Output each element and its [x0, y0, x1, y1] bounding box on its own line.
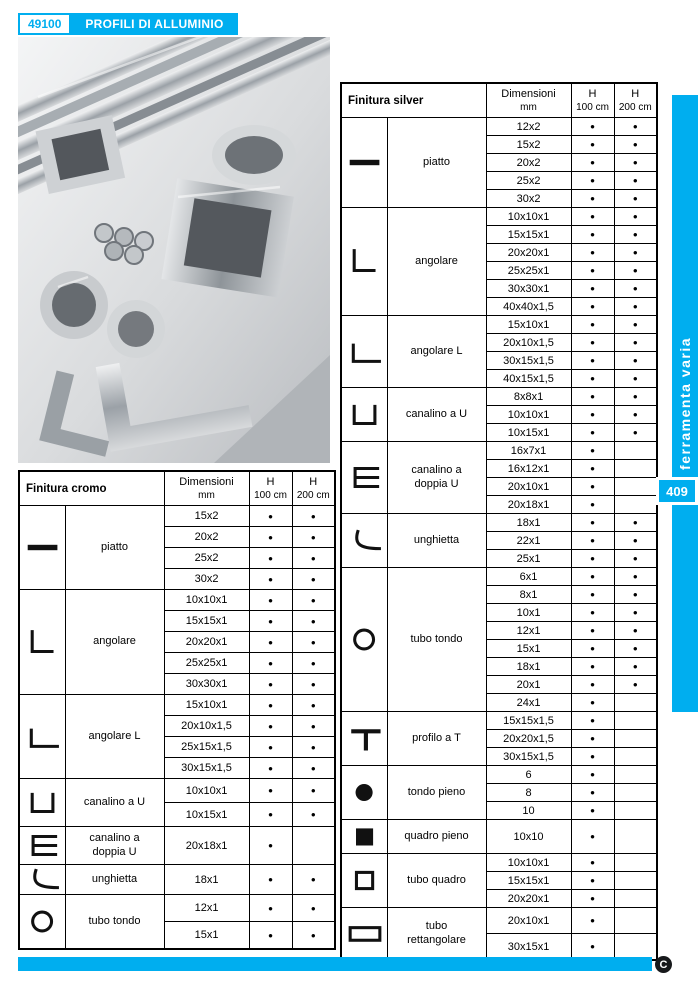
h100-availability: •: [249, 548, 292, 569]
h100-availability: •: [571, 748, 614, 766]
h100-availability: •: [571, 908, 614, 934]
dimension-value: 20x10x1: [486, 478, 571, 496]
h200-availability: •: [292, 611, 335, 632]
product-photo: [18, 37, 330, 463]
table-row: [19, 895, 335, 922]
h200-availability: •: [614, 370, 657, 388]
category-code: 49100: [18, 13, 71, 35]
h200-availability: •: [292, 895, 335, 922]
col-dimensioni: Dimensioni mm: [486, 83, 571, 118]
dimension-value: 20x20x1: [486, 890, 571, 908]
dimension-value: 25x1: [486, 550, 571, 568]
table-row: [341, 388, 657, 406]
h100-availability: •: [571, 694, 614, 712]
col-h-200: H 200 cm: [292, 471, 335, 506]
h200-availability: •: [292, 569, 335, 590]
h100-availability: •: [249, 653, 292, 674]
page-number-badge: 409: [656, 477, 698, 505]
profile-label: unghietta: [65, 865, 164, 895]
dimension-value: 25x25x1: [164, 653, 249, 674]
page-title: PROFILI DI ALLUMINIO: [71, 13, 237, 35]
piatto-icon: [19, 506, 65, 590]
dimension-value: 12x1: [486, 622, 571, 640]
profile-label: tubo tondo: [387, 568, 486, 712]
dimension-value: 40x15x1,5: [486, 370, 571, 388]
h100-availability: •: [249, 779, 292, 803]
dimension-value: 15x15x1,5: [486, 712, 571, 730]
dimension-value: 12x2: [486, 118, 571, 136]
profile-label: unghietta: [387, 514, 486, 568]
dimension-value: 10x10x1: [486, 208, 571, 226]
h200-availability: •: [614, 532, 657, 550]
h100-availability: •: [571, 334, 614, 352]
dimension-value: 8x8x1: [486, 388, 571, 406]
dimension-value: 15x2: [164, 506, 249, 527]
canalino-u-icon: [19, 779, 65, 827]
h100-availability: •: [571, 478, 614, 496]
h200-availability: [614, 694, 657, 712]
h200-availability: •: [614, 118, 657, 136]
h200-availability: •: [292, 716, 335, 737]
h200-availability: [614, 712, 657, 730]
col-h-200: H 200 cm: [614, 83, 657, 118]
table-row: [19, 827, 335, 865]
h200-availability: •: [614, 352, 657, 370]
dimension-value: 20x20x1: [486, 244, 571, 262]
h200-availability: •: [614, 262, 657, 280]
h100-availability: •: [571, 298, 614, 316]
table-header-row: [341, 83, 657, 118]
h100-availability: •: [249, 803, 292, 827]
table-row: [341, 854, 657, 872]
dimension-value: 10x15x1: [486, 424, 571, 442]
dimension-value: 15x15x1: [164, 611, 249, 632]
h100-availability: •: [249, 895, 292, 922]
h200-availability: •: [614, 406, 657, 424]
dimension-value: 30x2: [164, 569, 249, 590]
category-tab: [672, 95, 698, 712]
publisher-logo: C: [655, 956, 672, 973]
h100-availability: •: [571, 388, 614, 406]
h100-availability: •: [571, 730, 614, 748]
h100-availability: •: [571, 890, 614, 908]
h200-availability: [614, 460, 657, 478]
h200-availability: [614, 890, 657, 908]
h100-availability: •: [571, 352, 614, 370]
h100-availability: •: [249, 569, 292, 590]
dimension-value: 8x1: [486, 586, 571, 604]
profile-label: angolare: [387, 208, 486, 316]
dimension-value: 40x40x1,5: [486, 298, 571, 316]
h100-availability: •: [571, 676, 614, 694]
h200-availability: •: [614, 316, 657, 334]
h200-availability: •: [292, 865, 335, 895]
quadro-pieno-icon: [341, 820, 387, 854]
profilo-t-icon: [341, 712, 387, 766]
h100-availability: •: [571, 208, 614, 226]
h100-availability: •: [571, 244, 614, 262]
h100-availability: •: [249, 632, 292, 653]
table-row: [341, 514, 657, 532]
h100-availability: •: [571, 370, 614, 388]
h100-availability: •: [249, 674, 292, 695]
profile-label: piatto: [387, 118, 486, 208]
profile-label: quadro pieno: [387, 820, 486, 854]
dimension-value: 20x18x1: [164, 827, 249, 865]
h100-availability: •: [571, 118, 614, 136]
dimension-value: 10x10x1: [486, 854, 571, 872]
dimension-value: 12x1: [164, 895, 249, 922]
dimension-value: 25x15x1,5: [164, 737, 249, 758]
h200-availability: [614, 442, 657, 460]
footer-bar: [18, 957, 652, 971]
h200-availability: •: [614, 550, 657, 568]
h200-availability: [614, 478, 657, 496]
dimension-value: 15x10x1: [486, 316, 571, 334]
col-h-100: H 100 cm: [249, 471, 292, 506]
aluminium-profiles-image: [18, 37, 330, 463]
angolare-icon: [341, 208, 387, 316]
profile-label: tubo tondo: [65, 895, 164, 949]
h100-availability: •: [571, 532, 614, 550]
h200-availability: •: [614, 586, 657, 604]
h200-availability: •: [292, 758, 335, 779]
h200-availability: •: [614, 334, 657, 352]
h100-availability: •: [571, 280, 614, 298]
h200-availability: [614, 766, 657, 784]
h200-availability: [614, 802, 657, 820]
dimension-value: 20x20x1,5: [486, 730, 571, 748]
h100-availability: •: [571, 496, 614, 514]
dimension-value: 15x15x1: [486, 226, 571, 244]
h100-availability: •: [571, 172, 614, 190]
table-row: [341, 766, 657, 784]
h100-availability: •: [571, 424, 614, 442]
dimension-value: 15x1: [486, 640, 571, 658]
h100-availability: •: [571, 586, 614, 604]
dimension-value: 20x10x1,5: [486, 334, 571, 352]
category-tab-label: ferramenta varia: [677, 337, 693, 470]
dimension-value: 18x1: [164, 865, 249, 895]
dimension-value: 10x1: [486, 604, 571, 622]
h200-availability: •: [614, 172, 657, 190]
h200-availability: •: [614, 208, 657, 226]
h200-availability: •: [292, 922, 335, 949]
profile-label: angolare: [65, 590, 164, 695]
dimension-value: 20x18x1: [486, 496, 571, 514]
h200-availability: •: [614, 388, 657, 406]
tondo-pieno-icon: [341, 766, 387, 820]
dimension-value: 18x1: [486, 514, 571, 532]
tubo-rettangolare-icon: [341, 908, 387, 960]
unghietta-icon: [19, 865, 65, 895]
angolare-l-icon: [19, 695, 65, 779]
h200-availability: •: [292, 674, 335, 695]
h200-availability: •: [292, 506, 335, 527]
h200-availability: •: [614, 244, 657, 262]
table-row: [19, 695, 335, 716]
dimension-value: 30x2: [486, 190, 571, 208]
canalino-doppia-u-icon: [341, 442, 387, 514]
h100-availability: •: [571, 712, 614, 730]
h200-availability: •: [292, 632, 335, 653]
table-row: [341, 820, 657, 854]
col-h-100: H 100 cm: [571, 83, 614, 118]
h200-availability: [614, 748, 657, 766]
col-dimensioni: Dimensioni mm: [164, 471, 249, 506]
h200-availability: [614, 496, 657, 514]
h200-availability: •: [614, 154, 657, 172]
h100-availability: •: [571, 820, 614, 854]
h200-availability: •: [614, 604, 657, 622]
dimension-value: 22x1: [486, 532, 571, 550]
h200-availability: •: [614, 676, 657, 694]
h200-availability: [614, 908, 657, 934]
h200-availability: •: [292, 695, 335, 716]
unghietta-icon: [341, 514, 387, 568]
h200-availability: •: [614, 280, 657, 298]
h100-availability: •: [249, 716, 292, 737]
dimension-value: 8: [486, 784, 571, 802]
dimension-value: 30x30x1: [486, 280, 571, 298]
h200-availability: [614, 872, 657, 890]
finitura-silver-table: [340, 82, 658, 961]
dimension-value: 25x25x1: [486, 262, 571, 280]
dimension-value: 30x30x1: [164, 674, 249, 695]
dimension-value: 30x15x1: [486, 934, 571, 960]
h200-availability: [614, 934, 657, 960]
h100-availability: •: [571, 640, 614, 658]
h200-availability: •: [292, 548, 335, 569]
h100-availability: •: [571, 604, 614, 622]
dimension-value: 15x10x1: [164, 695, 249, 716]
table-header-row: [19, 471, 335, 506]
dimension-value: 24x1: [486, 694, 571, 712]
tubo-tondo-icon: [341, 568, 387, 712]
profile-label: canalino a U: [387, 388, 486, 442]
h200-availability: •: [614, 226, 657, 244]
dimension-value: 30x15x1,5: [164, 758, 249, 779]
angolare-l-icon: [341, 316, 387, 388]
h100-availability: •: [571, 784, 614, 802]
dimension-value: 25x2: [486, 172, 571, 190]
profile-label: profilo a T: [387, 712, 486, 766]
h200-availability: •: [614, 298, 657, 316]
h200-availability: •: [614, 514, 657, 532]
h100-availability: •: [249, 758, 292, 779]
h200-availability: •: [292, 590, 335, 611]
h100-availability: •: [571, 934, 614, 960]
h100-availability: •: [249, 611, 292, 632]
h100-availability: •: [571, 262, 614, 280]
table-row: [341, 712, 657, 730]
angolare-icon: [19, 590, 65, 695]
dimension-value: 15x1: [164, 922, 249, 949]
dimension-value: 20x2: [486, 154, 571, 172]
dimension-value: 20x20x1: [164, 632, 249, 653]
table-row: [341, 316, 657, 334]
tubo-tondo-icon: [19, 895, 65, 949]
finish-title: Finitura cromo: [19, 471, 164, 506]
h200-availability: •: [614, 568, 657, 586]
dimension-value: 6x1: [486, 568, 571, 586]
h200-availability: •: [292, 737, 335, 758]
table-row: [341, 118, 657, 136]
dimension-value: 15x15x1: [486, 872, 571, 890]
h100-availability: •: [571, 568, 614, 586]
h200-availability: [614, 784, 657, 802]
profile-label: tondo pieno: [387, 766, 486, 820]
h100-availability: •: [571, 854, 614, 872]
profile-label: tubo rettangolare: [387, 908, 486, 960]
dimension-value: 10x10x1: [164, 779, 249, 803]
h100-availability: •: [249, 590, 292, 611]
dimension-value: 25x2: [164, 548, 249, 569]
profile-label: canalino a U: [65, 779, 164, 827]
h100-availability: •: [571, 442, 614, 460]
h200-availability: •: [292, 653, 335, 674]
profile-label: angolare L: [387, 316, 486, 388]
dimension-value: 20x2: [164, 527, 249, 548]
dimension-value: 20x1: [486, 676, 571, 694]
h200-availability: •: [614, 658, 657, 676]
h200-availability: •: [614, 190, 657, 208]
h100-availability: •: [249, 737, 292, 758]
table-row: [341, 208, 657, 226]
dimension-value: 30x15x1,5: [486, 352, 571, 370]
dimension-value: 20x10x1,5: [164, 716, 249, 737]
h200-availability: •: [292, 527, 335, 548]
h100-availability: •: [249, 922, 292, 949]
dimension-value: 16x7x1: [486, 442, 571, 460]
h200-availability: •: [614, 622, 657, 640]
canalino-doppia-u-icon: [19, 827, 65, 865]
h100-availability: •: [571, 460, 614, 478]
profile-label: piatto: [65, 506, 164, 590]
h100-availability: •: [571, 766, 614, 784]
table-row: [341, 908, 657, 934]
canalino-u-icon: [341, 388, 387, 442]
page-header: [18, 13, 238, 35]
dimension-value: 16x12x1: [486, 460, 571, 478]
piatto-icon: [341, 118, 387, 208]
profile-label: canalino a doppia U: [65, 827, 164, 865]
h100-availability: •: [571, 154, 614, 172]
table-row: [19, 779, 335, 803]
dimension-value: 10x10x1: [486, 406, 571, 424]
h100-availability: •: [571, 316, 614, 334]
h100-availability: •: [249, 527, 292, 548]
h200-availability: •: [292, 803, 335, 827]
h200-availability: •: [614, 424, 657, 442]
table-row: [341, 568, 657, 586]
finish-title: Finitura silver: [341, 83, 486, 118]
h100-availability: •: [571, 406, 614, 424]
h100-availability: •: [571, 802, 614, 820]
dimension-value: 30x15x1,5: [486, 748, 571, 766]
h100-availability: •: [571, 226, 614, 244]
dimension-value: 6: [486, 766, 571, 784]
h100-availability: •: [571, 190, 614, 208]
profile-label: angolare L: [65, 695, 164, 779]
h200-availability: [292, 827, 335, 865]
dimension-value: 15x2: [486, 136, 571, 154]
h200-availability: [614, 820, 657, 854]
h100-availability: •: [571, 658, 614, 676]
h200-availability: •: [614, 640, 657, 658]
h100-availability: •: [249, 506, 292, 527]
dimension-value: 20x10x1: [486, 908, 571, 934]
h200-availability: [614, 854, 657, 872]
dimension-value: 10x15x1: [164, 803, 249, 827]
table-row: [19, 865, 335, 895]
dimension-value: 10: [486, 802, 571, 820]
h100-availability: •: [249, 865, 292, 895]
profile-label: tubo quadro: [387, 854, 486, 908]
profile-label: canalino a doppia U: [387, 442, 486, 514]
dimension-value: 18x1: [486, 658, 571, 676]
h200-availability: •: [292, 779, 335, 803]
h100-availability: •: [249, 827, 292, 865]
tubo-quadro-icon: [341, 854, 387, 908]
dimension-value: 10x10x1: [164, 590, 249, 611]
table-row: [19, 506, 335, 527]
h100-availability: •: [249, 695, 292, 716]
h100-availability: •: [571, 622, 614, 640]
table-row: [19, 590, 335, 611]
h100-availability: •: [571, 872, 614, 890]
table-row: [341, 442, 657, 460]
h100-availability: •: [571, 514, 614, 532]
h200-availability: •: [614, 136, 657, 154]
h100-availability: •: [571, 136, 614, 154]
dimension-value: 10x10: [486, 820, 571, 854]
finitura-cromo-table: [18, 470, 336, 950]
h200-availability: [614, 730, 657, 748]
h100-availability: •: [571, 550, 614, 568]
